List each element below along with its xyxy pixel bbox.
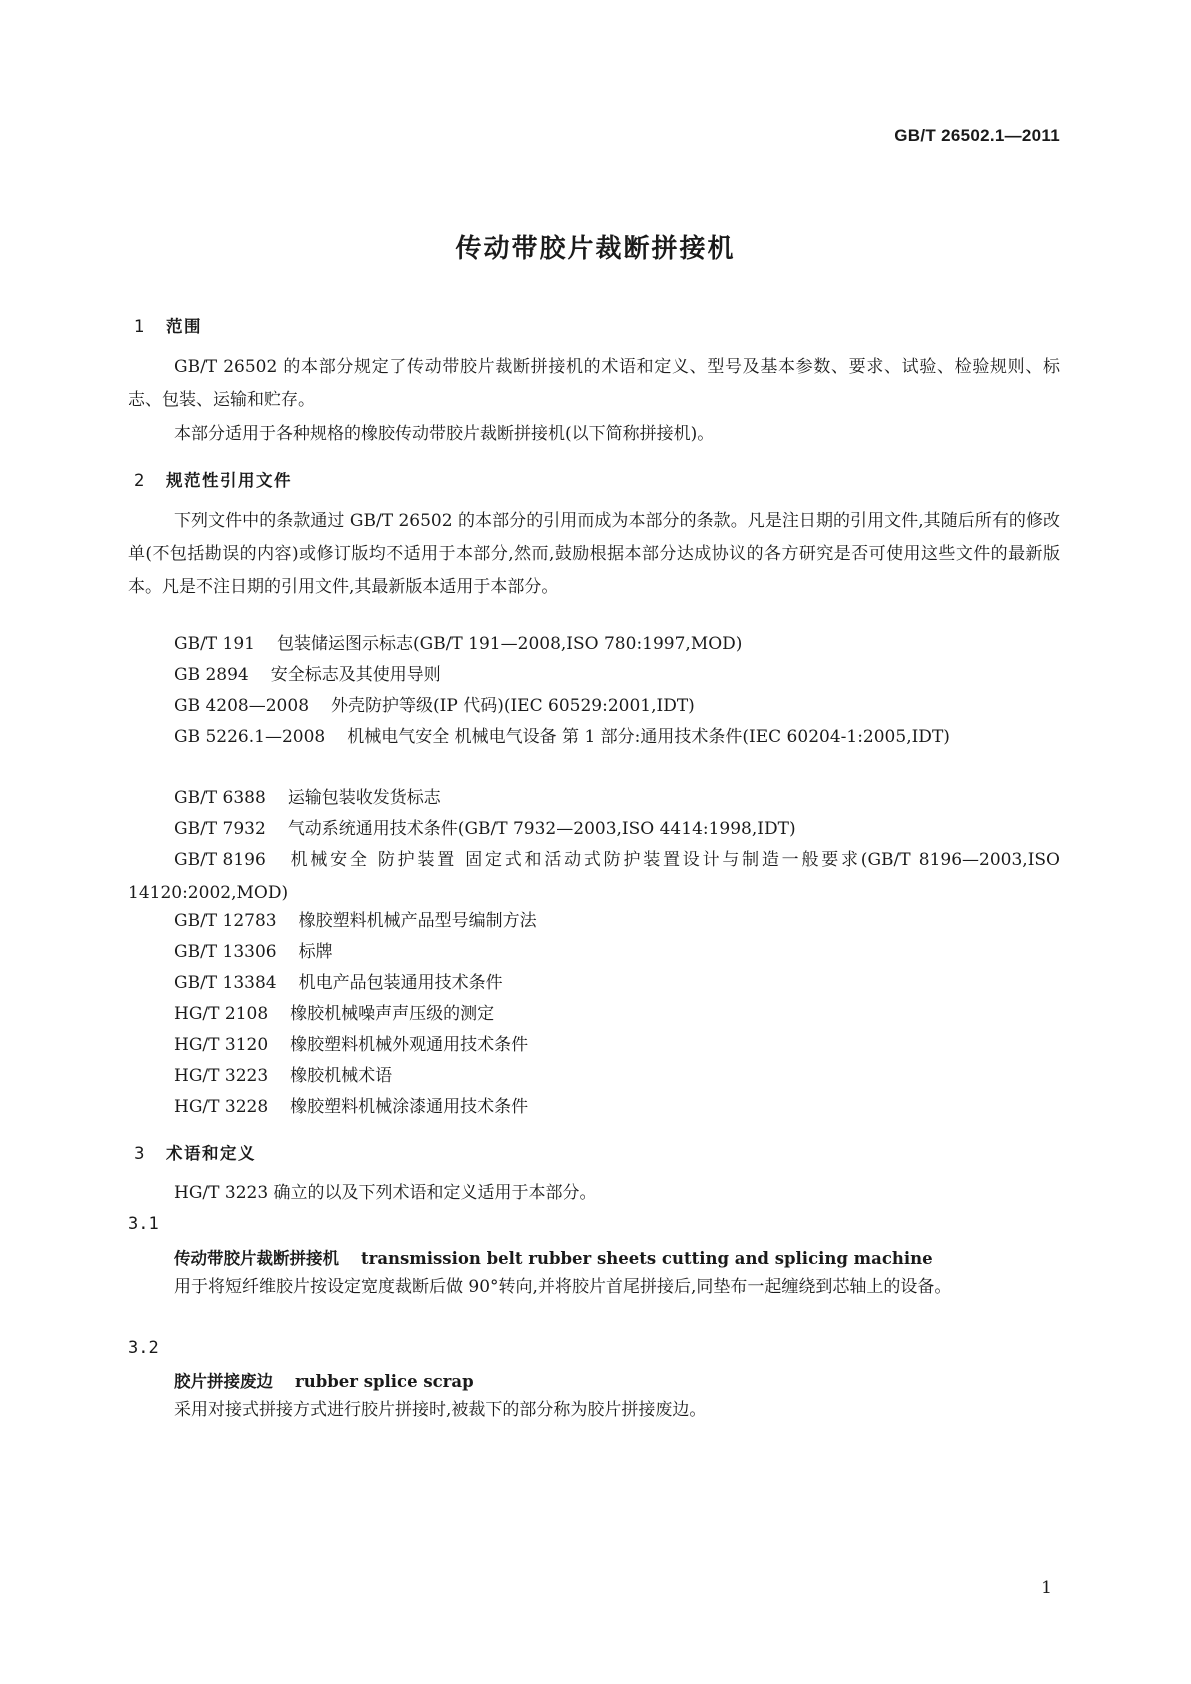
reference-title: 包装储运图示标志(GB/T 191—2008,ISO 780:1997,MOD) bbox=[277, 634, 743, 654]
reference-item bbox=[128, 998, 1060, 1031]
reference-code: GB 4208—2008 bbox=[174, 696, 310, 716]
section-title: 术语和定义 bbox=[166, 1144, 256, 1163]
reference-title: 机电产品包装通用技术条件 bbox=[298, 973, 503, 993]
reference-item bbox=[128, 936, 1060, 969]
reference-code: GB/T 8196 bbox=[174, 850, 266, 870]
reference-code: GB 5226.1—2008 bbox=[174, 727, 326, 747]
reference-code: GB/T 6388 bbox=[174, 788, 266, 808]
paragraph-references-intro bbox=[128, 505, 1060, 604]
paragraph-text: 用于将短纤维胶片按设定宽度裁断后做 90°转向,并将胶片首尾拼接后,同垫布一起缠绕到芯轴上的设备。 bbox=[174, 1277, 952, 1297]
section-heading-normative-references bbox=[134, 467, 292, 491]
reference-item bbox=[128, 1029, 1060, 1062]
term-chinese: 传动带胶片裁断拼接机 bbox=[174, 1249, 339, 1268]
reference-code: GB/T 7932 bbox=[174, 819, 266, 839]
paragraph-text: 下列文件中的条款通过 GB/T 26502 的本部分的引用而成为本部分的条款。凡是注日期的引用文件,其随后所有的修改单(不包括勘误的内容)或修订版均不适用于本部分,然而,鼓励根据本部分达成协议的各方研究是否可使用这些文件的最新版本。凡是不注日期的引用文件,其最新版本适用于本部分。 bbox=[128, 511, 1060, 597]
section-title: 规范性引用文件 bbox=[166, 471, 292, 490]
term-definition bbox=[128, 1271, 1060, 1304]
section-number: 3 bbox=[134, 1144, 146, 1163]
reference-title: 安全标志及其使用导则 bbox=[270, 665, 441, 685]
reference-item bbox=[128, 967, 1060, 1000]
paragraph-applicability bbox=[128, 418, 1060, 451]
reference-title: 机械电气安全 机械电气设备 第 1 部分:通用技术条件(IEC 60204-1:2005,IDT) bbox=[347, 727, 950, 747]
reference-item bbox=[128, 905, 1060, 938]
paragraph-text: 本部分适用于各种规格的橡胶传动带胶片裁断拼接机(以下简称拼接机)。 bbox=[174, 424, 715, 444]
term-definition bbox=[128, 1394, 1060, 1427]
section-number: 2 bbox=[134, 471, 146, 490]
reference-code: GB 2894 bbox=[174, 665, 249, 685]
reference-item bbox=[128, 628, 1060, 661]
reference-item bbox=[128, 813, 1060, 846]
reference-code: HG/T 3223 bbox=[174, 1066, 269, 1086]
section-heading-scope bbox=[134, 313, 202, 337]
reference-title: 运输包装收发货标志 bbox=[287, 788, 441, 808]
reference-code: GB/T 13384 bbox=[174, 973, 277, 993]
reference-item bbox=[128, 782, 1060, 815]
term-english: transmission belt rubber sheets cutting and splicing machine bbox=[361, 1249, 933, 1268]
reference-title: 橡胶机械噪声声压级的测定 bbox=[290, 1004, 495, 1024]
section-title: 范围 bbox=[166, 317, 202, 336]
reference-item bbox=[128, 659, 1060, 692]
reference-item bbox=[128, 844, 1060, 910]
paragraph-text: HG/T 3223 确立的以及下列术语和定义适用于本部分。 bbox=[174, 1183, 597, 1203]
reference-title: 标牌 bbox=[298, 942, 333, 962]
reference-code: GB/T 13306 bbox=[174, 942, 277, 962]
reference-code: HG/T 3120 bbox=[174, 1035, 269, 1055]
reference-code: HG/T 2108 bbox=[174, 1004, 269, 1024]
term-english: rubber splice scrap bbox=[295, 1372, 474, 1391]
reference-title: 橡胶塑料机械涂漆通用技术条件 bbox=[290, 1097, 529, 1117]
reference-item bbox=[128, 690, 1060, 723]
paragraph-terms-intro bbox=[128, 1177, 1060, 1210]
paragraph-text: GB/T 26502 的本部分规定了传动带胶片裁断拼接机的术语和定义、型号及基本参数、要求、试验、检验规则、标志、包装、运输和贮存。 bbox=[128, 357, 1060, 410]
document-title: 传动带胶片裁断拼接机 bbox=[455, 234, 736, 264]
term-chinese: 胶片拼接废边 bbox=[174, 1372, 273, 1391]
reference-item bbox=[128, 1091, 1060, 1124]
reference-item bbox=[128, 1060, 1060, 1093]
page-number: 1 bbox=[1041, 1578, 1052, 1598]
reference-item bbox=[128, 721, 1060, 754]
reference-title: 橡胶塑料机械外观通用技术条件 bbox=[290, 1035, 529, 1055]
standard-number: GB/T 26502.1—2011 bbox=[894, 126, 1060, 145]
reference-title: 橡胶塑料机械产品型号编制方法 bbox=[298, 911, 537, 931]
section-heading-terms bbox=[134, 1140, 256, 1164]
term-number: 3.2 bbox=[128, 1338, 159, 1358]
term-entry bbox=[174, 1368, 474, 1392]
reference-title: 机械安全 防护装置 固定式和活动式防护装置设计与制造一般要求(GB/T 8196—2003,ISO 14120:2002,MOD) bbox=[128, 850, 1060, 903]
reference-code: GB/T 12783 bbox=[174, 911, 277, 931]
reference-code: HG/T 3228 bbox=[174, 1097, 269, 1117]
reference-title: 气动系统通用技术条件(GB/T 7932—2003,ISO 4414:1998,IDT) bbox=[287, 819, 796, 839]
reference-title: 橡胶机械术语 bbox=[290, 1066, 393, 1086]
paragraph-scope bbox=[128, 351, 1060, 417]
paragraph-text: 采用对接式拼接方式进行胶片拼接时,被裁下的部分称为胶片拼接废边。 bbox=[174, 1400, 707, 1420]
reference-title: 外壳防护等级(IP 代码)(IEC 60529:2001,IDT) bbox=[331, 696, 695, 716]
section-number: 1 bbox=[134, 317, 146, 336]
term-number: 3.1 bbox=[128, 1214, 159, 1234]
reference-code: GB/T 191 bbox=[174, 634, 255, 654]
term-entry bbox=[174, 1245, 933, 1269]
